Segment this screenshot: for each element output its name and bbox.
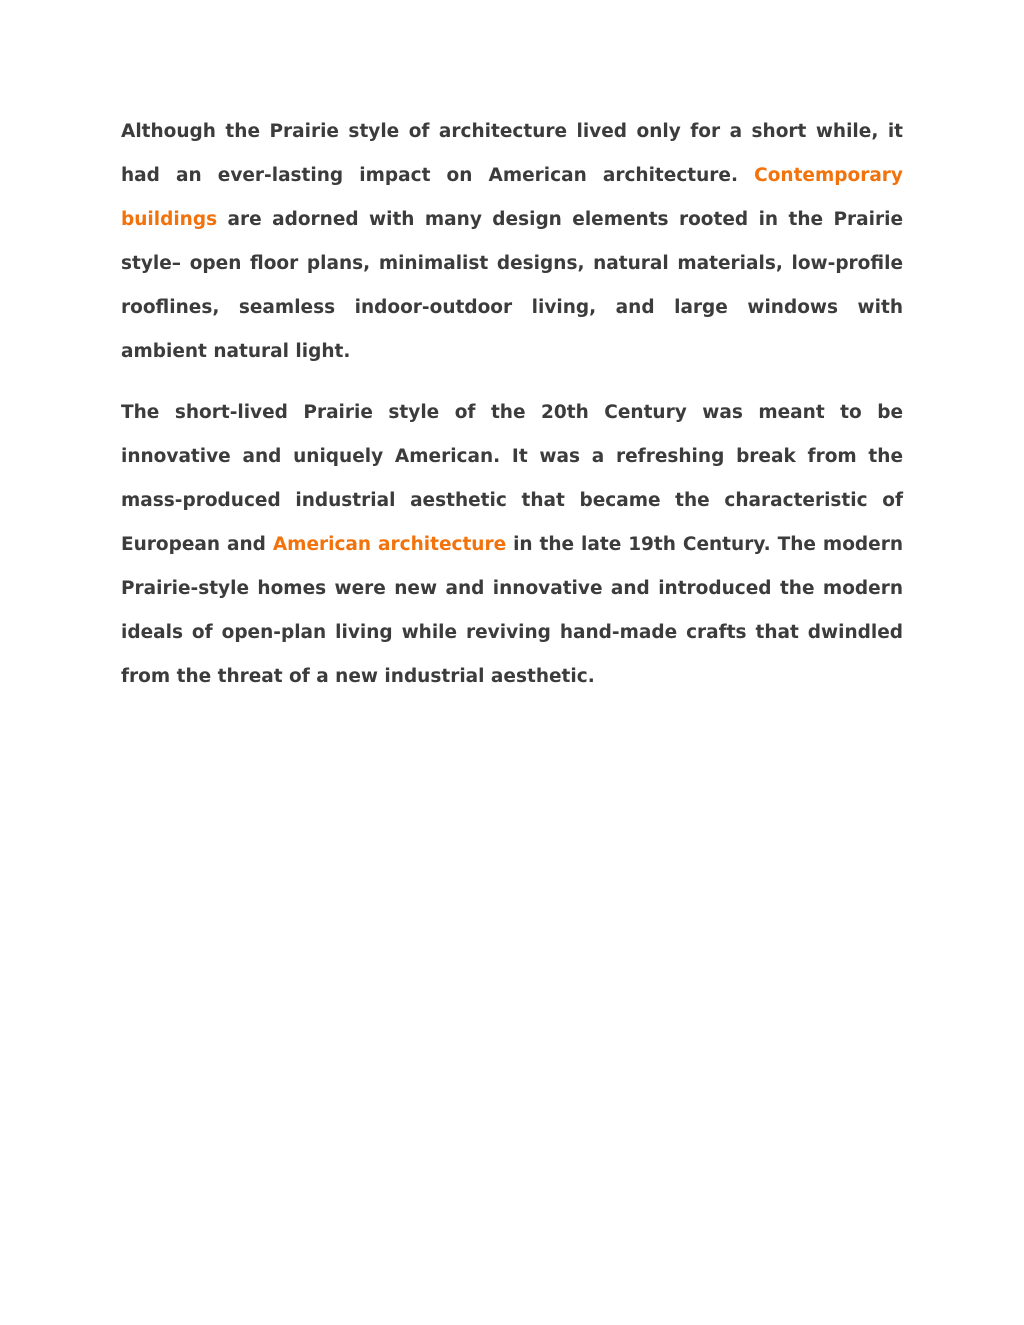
paragraph-2-text-after: in the late 19th Century. The modern Prairie-style homes were new and innovative and introduced the modern ideals of open-plan living while reviving hand-made crafts that dwindled from the threat of a new industrial aesthetic. [121, 534, 903, 687]
paragraph-1 [121, 110, 903, 374]
paragraph-1-text-before: Although the Prairie style of architecture lived only for a short while, it had an ever-lasting impact on American architecture. [121, 121, 903, 186]
paragraph-2 [121, 391, 903, 699]
paragraph-2-text-before: The short-lived Prairie style of the 20th Century was meant to be innovative and uniquely American. It was a refreshing break from the mass-produced industrial aesthetic that became the characteristic of European and [121, 402, 903, 555]
paragraph-1-text-after: are adorned with many design elements rooted in the Prairie style– open floor plans, minimalist designs, natural materials, low-profile rooflines, seamless indoor-outdoor living, and large windows with ambient natural light. [121, 209, 903, 362]
contemporary-buildings-link[interactable]: Contemporary buildings [121, 165, 903, 230]
american-architecture-link[interactable]: American architecture [272, 534, 507, 555]
document-page [121, 110, 903, 699]
